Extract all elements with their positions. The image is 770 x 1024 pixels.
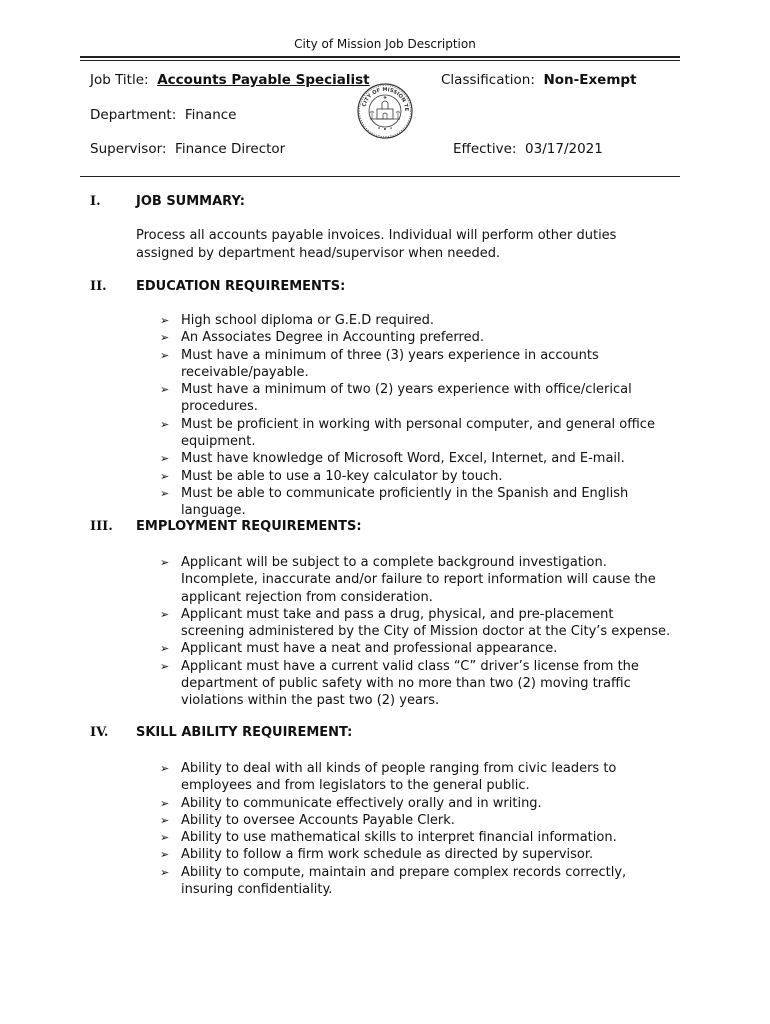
department-field	[90, 107, 237, 123]
info-rule	[80, 176, 680, 177]
section-4-title: SKILL ABILITY REQUIREMENT:	[136, 725, 353, 740]
arrow-bullet-icon: ➢	[160, 762, 170, 775]
list-item: ➢ Applicant must have a current valid class “C” driver’s license from the department of public safety with no more than two (2) moving traffic violations within the past two (2) years.	[160, 658, 639, 709]
list-item: ➢ Ability to communicate effectively orally and in writing.	[160, 795, 542, 811]
arrow-bullet-icon: ➢	[160, 556, 170, 569]
list-item: ➢ Ability to follow a firm work schedule as directed by supervisor.	[160, 847, 594, 863]
list-item: ➢ Applicant must take and pass a drug, physical, and pre-placement screening administered by the City of Mission doctor at the City’s expense.	[160, 606, 671, 640]
section-3-title: EMPLOYMENT REQUIREMENTS:	[136, 519, 362, 534]
arrow-bullet-icon: ➢	[160, 659, 170, 673]
job-title-value: Accounts Payable Specialist	[157, 72, 370, 88]
section-4-number: IV.	[90, 725, 109, 740]
classification-value: Non-Exempt	[543, 72, 637, 88]
section-2-number: II.	[90, 279, 107, 294]
effective-field	[453, 141, 603, 157]
supervisor-field	[90, 141, 285, 157]
seal-text: CITY OF MISSION TE	[361, 86, 410, 112]
department-label: Department:	[90, 107, 177, 123]
list-item: ➢ Must be able to use a 10-key calculator by touch.	[160, 468, 503, 484]
arrow-bullet-icon: ➢	[160, 452, 170, 466]
section-3-number: III.	[90, 519, 113, 534]
list-item: ➢ Must have knowledge of Microsoft Word, Excel, Internet, and E-mail.	[160, 451, 625, 467]
arrow-bullet-icon: ➢	[160, 314, 170, 327]
arrow-bullet-icon: ➢	[160, 348, 170, 362]
page-header: City of Mission Job Description	[294, 37, 476, 51]
list-item: ➢ Applicant will be subject to a complete background investigation. Incomplete, inaccurate and/or failure to report information will cause the applicant rejection from consideration.	[160, 555, 656, 605]
list-item: ➢ Must be able to communicate proficiently in the Spanish and English language.	[160, 485, 629, 519]
section-1-number: I.	[90, 194, 101, 209]
arrow-bullet-icon: ➢	[160, 865, 170, 879]
list-item: ➢ Ability to use mathematical skills to interpret financial information.	[160, 830, 617, 846]
list-item: ➢ An Associates Degree in Accounting preferred.	[160, 330, 484, 346]
arrow-bullet-icon: ➢	[160, 642, 170, 656]
supervisor-value: Finance Director	[175, 141, 286, 157]
arrow-bullet-icon: ➢	[160, 383, 170, 397]
list-item: ➢ Ability to deal with all kinds of people ranging from civic leaders to employees and from legislators to the general public.	[160, 761, 617, 794]
arrow-bullet-icon: ➢	[160, 486, 170, 500]
list-item: ➢ Must have a minimum of three (3) years experience in accounts receivable/payable.	[160, 347, 599, 380]
list-item: ➢ Ability to compute, maintain and prepare complex records correctly, insuring confidentiality.	[160, 864, 627, 898]
arrow-bullet-icon: ➢	[160, 813, 170, 827]
list-item: ➢ Must be proficient in working with personal computer, and general office equipment.	[160, 416, 655, 450]
arrow-bullet-icon: ➢	[160, 607, 170, 621]
skills-list	[160, 760, 675, 898]
education-list	[160, 312, 675, 520]
list-item: ➢ Must have a minimum of two (2) years experience with office/clerical procedures.	[160, 382, 632, 415]
list-item: ➢ Applicant must have a neat and professional appearance.	[160, 641, 558, 657]
job-title-field	[90, 72, 370, 88]
arrow-bullet-icon: ➢	[160, 796, 170, 810]
arrow-bullet-icon: ➢	[160, 469, 170, 483]
list-item: ➢ High school diploma or G.E.D required.	[160, 313, 434, 328]
department-value: Finance	[184, 107, 237, 123]
section-2-title: EDUCATION REQUIREMENTS:	[136, 279, 346, 294]
city-seal-icon	[356, 82, 414, 140]
supervisor-label: Supervisor:	[90, 141, 167, 157]
effective-label: Effective:	[453, 141, 517, 157]
classification-field	[441, 72, 637, 88]
list-item: ➢ Ability to oversee Accounts Payable Clerk.	[160, 812, 455, 828]
job-summary-paragraph: Process all accounts payable invoices. Individual will perform other duties assigned by department head/supervisor when needed.	[136, 228, 617, 261]
header-rule	[80, 56, 680, 61]
job-title-label: Job Title:	[90, 72, 149, 88]
arrow-bullet-icon: ➢	[160, 831, 170, 845]
arrow-bullet-icon: ➢	[160, 331, 170, 345]
section-1-title: JOB SUMMARY:	[136, 194, 245, 209]
arrow-bullet-icon: ➢	[160, 417, 170, 431]
effective-value: 03/17/2021	[525, 141, 603, 157]
arrow-bullet-icon: ➢	[160, 848, 170, 862]
employment-list	[160, 554, 675, 710]
classification-label: Classification:	[441, 72, 535, 88]
